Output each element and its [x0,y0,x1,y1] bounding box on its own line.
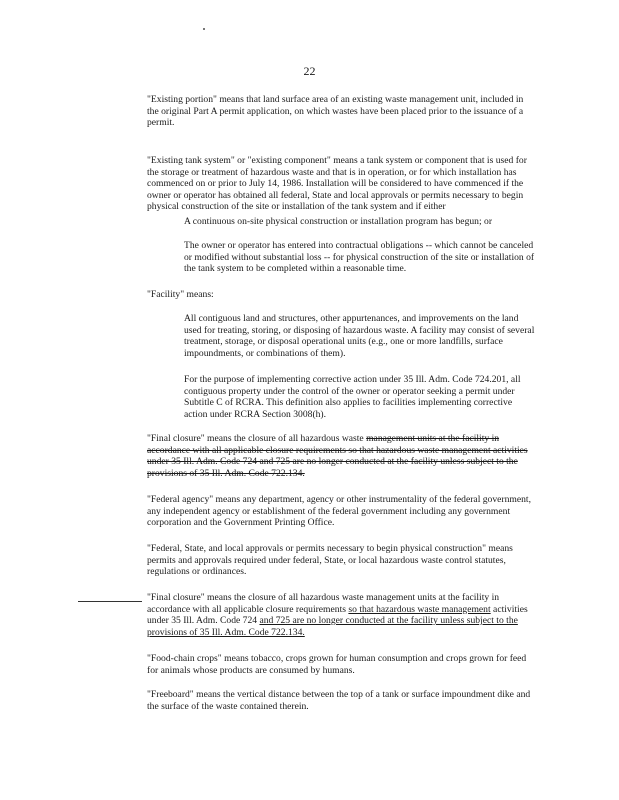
def-existing-tank-system: "Existing tank system" or "existing component" means a tank system or component that is used for the storage or treatment of hazardous waste and that is in operation, or for which installation has commenced on or prior to July 14, 1986. Installation will be considered to have commenced if the owner or operator has obtained all federal, State and local approvals or permits necessary to begin physical construction of the site or installation of the tank system and if either [147,155,527,213]
final-closure-new-text-1: "Final closure" means the closure of all hazardous waste management units at the facility in accordance with all applicable closure requirements [147,592,500,615]
def-final-closure-deleted [147,433,535,479]
def-facility-clause-a: All contiguous land and structures, other appurtenances, and improvements on the land used for treating, storing, or disposing of hazardous waste. A facility may consist of several treatment, storage, or disposal operational units (e.g., one or more landfills, surface impoundments, or combinations of them). [184,313,535,359]
def-facility-clause-b: For the purpose of implementing corrective action under 35 Ill. Adm. Code 724.201, all contiguous property under the control of the owner or operator seeking a permit under Subtitle C of RCRA. This definition also applies to facilities implementing corrective action under RCRA Section 3008(h). [184,374,521,420]
approvals-text-1: "Federal, State, and local approvals or permits necessary to begin physical construction" means permits and approvals required under federal, State [147,543,513,566]
final-closure-deleted-struck: management units at the facility in accordance with all applicable closure requirements so that hazardous waste management activities under 35 Ill. Adm. Code 724 and 725 are no longer conducted at the facility unless subject to the provisions of 35 Ill. Adm. Code 722.134. [147,433,528,479]
approvals-inserted-comma: , [343,554,346,566]
def-existing-portion: "Existing portion" means that land surface area of an existing waste management unit, included in the original Part A permit application, on which wastes have been placed prior to the issuance of a permit. [147,94,524,129]
def-facility-intro: "Facility" means: [147,289,214,300]
final-closure-deleted-plain: "Final closure" means the closure of all hazardous waste [147,433,367,444]
def-food-chain-crops: "Food-chain crops" means tobacco, crops grown for human consumption and crops grown for feed for animals whose products are consumed by humans. [147,653,527,676]
scan-speck [203,28,205,30]
revision-bar [78,601,142,602]
def-final-closure-amended [147,592,535,638]
approvals-text-2: or local hazardous waste control statutes, regulations or ordinances. [147,554,506,578]
def-existing-tank-clause-a: A continuous on-site physical construction or installation program has begun; or [184,216,493,227]
def-freeboard: "Freeboard" means the vertical distance between the top of a tank or surface impoundment dike and the surface of the waste contained therein. [147,689,531,712]
def-federal-state-local-approvals [147,543,535,578]
final-closure-new-insert-1: so that hazardous waste management [348,603,491,615]
def-existing-tank-clause-b: The owner or operator has entered into contractual obligations -- which cannot be canceled or modified without substantial loss -- for physical construction of the site or installation of the tank system to be completed within a reasonable time. [184,240,535,275]
page-number: 22 [303,64,316,78]
def-federal-agency: "Federal agency" means any department, agency or other instrumentality of the federal government, any independent agency or establishment of the federal government including any government corporation and the Government Printing Office. [147,494,531,529]
final-closure-new-text-2: activities under 35 Ill. Adm. Code 724 [147,603,528,627]
final-closure-new-insert-2: and 725 are no longer conducted at the facility unless subject to the provisions of 35 Ill. Adm. Code 722.134. [147,615,518,638]
